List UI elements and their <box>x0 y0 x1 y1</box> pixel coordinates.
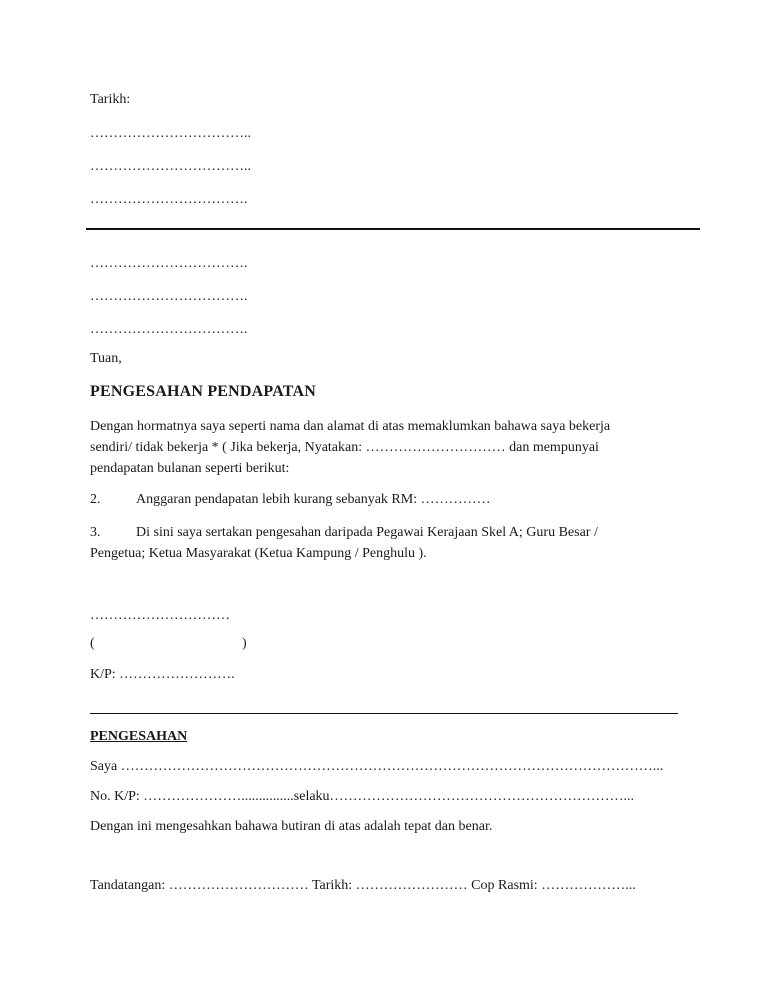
verification-ic-line: No. K/P: …………………...............selaku………………………………………………………... <box>90 789 635 804</box>
intro-line-1: Dengan hormatnya saya seperti nama dan alamat di atas memaklumkan bahawa saya bekerja <box>90 419 611 434</box>
intro-line-3: pendapatan bulanan seperti berikut: <box>90 461 290 476</box>
item-2-number: 2. <box>90 492 101 507</box>
signature-paren-open: ( <box>90 636 95 651</box>
item-3-number: 3. <box>90 525 101 540</box>
intro-line-2: sendiri/ tidak bekerja * ( Jika bekerja, Nyatakan: ………………………… dan mempunyai <box>90 440 599 455</box>
recipient-line-2: ……………………………. <box>90 289 248 304</box>
verification-title: PENGESAHAN <box>90 729 188 744</box>
item-3-line-2: Pengetua; Ketua Masyarakat (Ketua Kampung / Penghulu ). <box>90 546 427 561</box>
verification-divider <box>90 713 678 714</box>
item-3-line-1 <box>90 522 650 543</box>
signature-paren-close: ) <box>242 636 247 651</box>
signature-ic: K/P: ……………………. <box>90 667 235 682</box>
verification-saya-line: Saya ……………………………………………………………………………………………………... <box>90 759 664 774</box>
letter-title: PENGESAHAN PENDAPATAN <box>90 383 316 400</box>
verification-sign-line: Tandatangan: ………………………… Tarikh: …………………… Cop Rasmi: ………………... <box>90 878 636 893</box>
date-label: Tarikh: <box>90 92 131 107</box>
item-2-text: Anggaran pendapatan lebih kurang sebanyak RM: …………… <box>136 492 491 507</box>
item-2 <box>90 491 491 509</box>
signature-dots: ………………………… <box>90 608 230 623</box>
salutation: Tuan, <box>90 351 122 366</box>
sender-line-2: …………………………….. <box>90 159 251 174</box>
intro-paragraph <box>90 416 650 479</box>
item-3-text-1: Di sini saya sertakan pengesahan daripada Pegawai Kerajaan Skel A; Guru Besar / <box>136 525 598 540</box>
sender-line-1: …………………………….. <box>90 126 251 141</box>
item-3 <box>90 522 650 564</box>
verification-statement: Dengan ini mengesahkan bahawa butiran di atas adalah tepat dan benar. <box>90 819 493 834</box>
recipient-line-1: ……………………………. <box>90 256 248 271</box>
sender-line-3: ……………………………. <box>90 192 248 207</box>
header-divider <box>86 228 700 230</box>
recipient-line-3: ……………………………. <box>90 322 248 337</box>
